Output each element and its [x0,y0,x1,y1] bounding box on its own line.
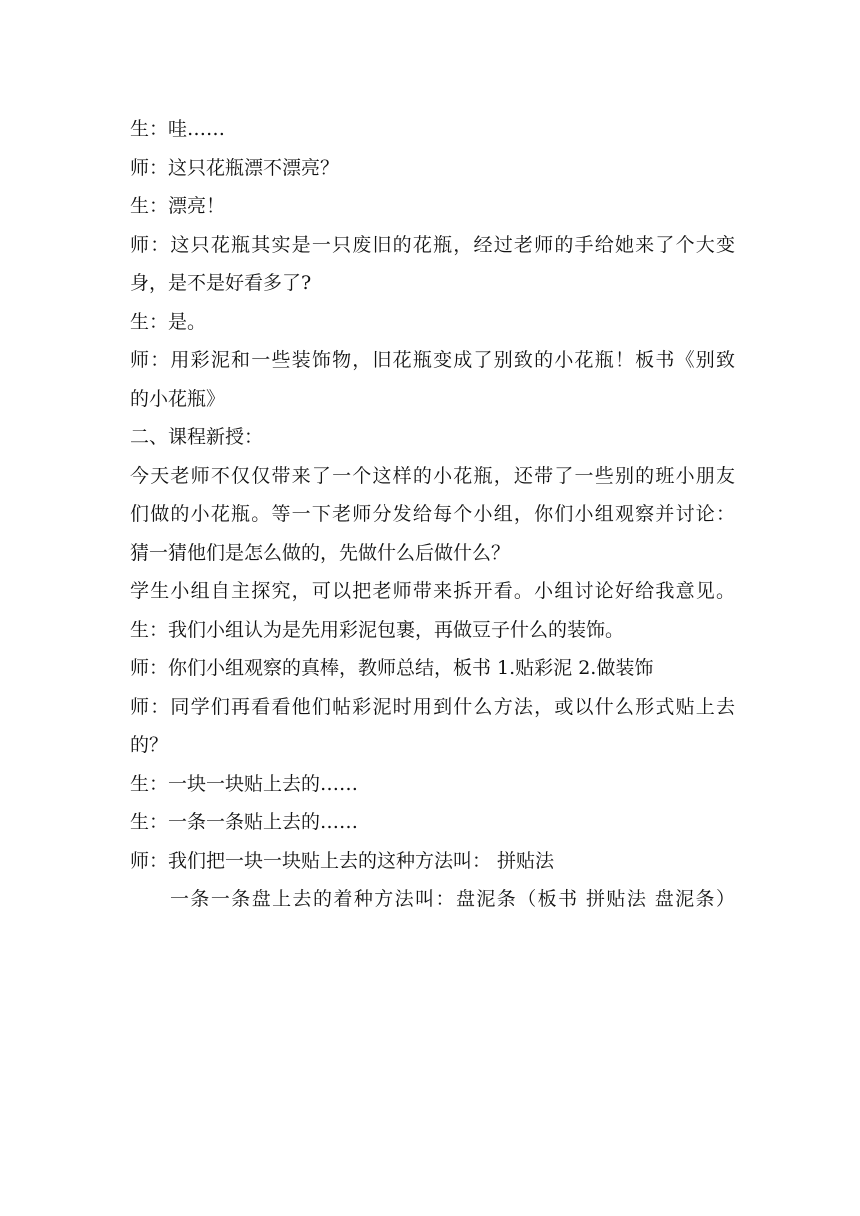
paragraph-line: 师：这只花瓶其实是一只废旧的花瓶，经过老师的手给她来了个大变 [130,233,735,256]
paragraph-line: 师：你们小组观察的真棒，教师总结，板书 1.贴彩泥 2.做装饰 [130,657,654,679]
paragraph-line: 师：同学们再看看他们帖彩泥时用到什么方法，或以什么形式贴上去 [130,695,735,718]
paragraph-line: 生：我们小组认为是先用彩泥包裹，再做豆子什么的装饰。 [130,618,625,641]
paragraph-line: 师：这只花瓶漂不漂亮？ [130,156,340,179]
paragraph-line: 师：我们把一块一块贴上去的这种方法叫： 拼贴法 [130,849,555,872]
paragraph-line: 猜一猜他们是怎么做的，先做什么后做什么？ [130,541,511,564]
paragraph-line: 们做的小花瓶。等一下老师分发给每个小组，你们小组观察并讨论： [130,503,735,525]
section-heading: 二、课程新授： [130,426,264,448]
paragraph-line: 生：一条一条贴上去的…… [130,811,359,833]
paragraph-line: 生：一块一块贴上去的…… [130,772,359,795]
paragraph-line: 身，是不是好看多了? [130,272,312,294]
document-body [130,110,735,919]
paragraph-line: 今天老师不仅仅带来了一个这样的小花瓶，还带了一些别的班小朋友 [130,464,735,487]
paragraph-line: 师：用彩泥和一些装饰物，旧花瓶变成了别致的小花瓶！板书《别致 [130,349,735,371]
paragraph-line: 生：是。 [130,310,207,333]
paragraph-line: 一条一条盘上去的着种方法叫：盘泥条（板书 拼贴法 盘泥条） [170,888,735,910]
paragraph-line: 学生小组自主探究，可以把老师带来拆开看。小组讨论好给我意见。 [130,580,735,602]
paragraph-line: 的小花瓶》 [130,387,226,410]
paragraph-line: 的？ [130,734,169,756]
paragraph-line: 生：漂亮！ [130,195,226,217]
paragraph-line: 生：哇…… [130,118,226,140]
